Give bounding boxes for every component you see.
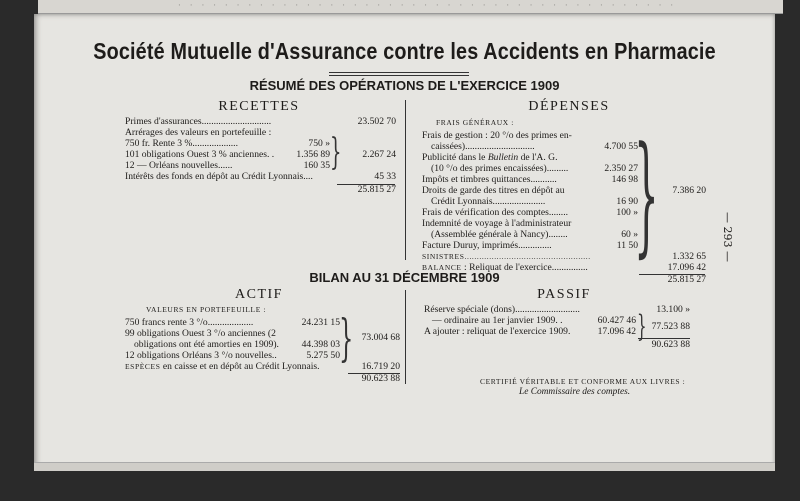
actif-row: 12 obligations Orléans 3 °/o nouvelles.. (125, 350, 277, 361)
certification-line: CERTIFIÉ VÉRITABLE ET CONFORME AUX LIVRES : (480, 377, 686, 386)
depenses-sub-amount: 11 50 (616, 240, 638, 251)
bilan-heading: BILAN AU 31 DÉCEMBRE 1909 (309, 270, 500, 285)
recettes-heading: RECETTES (218, 99, 300, 114)
depenses-row: Crédit Lyonnais...................... (431, 196, 546, 207)
sinistres-amount: 1.332 65 (672, 251, 706, 262)
depenses-total: 25.815 27 (667, 274, 706, 285)
actif-sub-amount: 24.231 15 (301, 317, 340, 328)
passif-row: Réserve spéciale (dons)........................... (424, 304, 580, 315)
recettes-row: Arrérages des valeurs en portefeuille : (125, 127, 272, 138)
depenses-sub-amount: 4.700 55 (604, 141, 638, 152)
depenses-row: Frais de gestion : 20 °/o des primes en- (422, 130, 572, 141)
depenses-row: Indemnité de voyage à l'administrateur (422, 218, 572, 229)
balance-amount: 17.096 42 (667, 262, 706, 273)
depenses-row: caissées)............................. (431, 141, 535, 152)
recettes-sub-amount: 1.356 89 (296, 149, 330, 160)
recettes-row: 12 — Orléans nouvelles...... (125, 160, 233, 171)
especes-amount: 16.719 20 (361, 361, 400, 372)
passif-amount: 13.100 » (656, 304, 690, 315)
recettes-sub-amount: 160 35 (303, 160, 330, 171)
page-bottom-edge (34, 462, 775, 471)
recettes-group-amount: 2.267 24 (362, 149, 396, 160)
center-rule-bottom (405, 290, 406, 384)
recettes-amount: 45 33 (374, 171, 396, 182)
depenses-heading: DÉPENSES (528, 99, 610, 114)
recettes-row: Intérêts des fonds en dépôt au Crédit Lyonnais.... (125, 171, 313, 182)
passif-group-amount: 77.523 88 (651, 321, 690, 332)
page-title: Société Mutuelle d'Assurance contre les Accidents en Pharmacie (93, 38, 716, 64)
recettes-row: 750 fr. Rente 3 %................... (125, 138, 238, 149)
passif-sub-amount: 60.427 46 (597, 315, 636, 326)
recettes-amount: 23.502 70 (357, 116, 396, 127)
balance-row: BALANCE : Reliquat de l'exercice............... (422, 262, 588, 273)
page-number: — 293 — (721, 212, 734, 262)
depenses-row: Droits de garde des titres en dépôt au (422, 185, 565, 196)
passif-total: 90.623 88 (651, 339, 690, 350)
recettes-sub-amount: 750 » (308, 138, 330, 149)
depenses-sub-amount: 60 » (621, 229, 638, 240)
actif-group-amount: 73.004 68 (361, 332, 400, 343)
depenses-brace: } (634, 118, 659, 270)
depenses-row: (Assemblée générale à Nancy)........ (431, 229, 568, 240)
depenses-row: Facture Duruy, imprimés.............. (422, 240, 552, 251)
depenses-row: Frais de vérification des comptes........ (422, 207, 569, 218)
depenses-sub-amount: 2.350 27 (604, 163, 638, 174)
actif-sub-amount: 44.398 03 (301, 339, 340, 350)
actif-row: 99 obligations Ouest 3 °/o anciennes (2 (125, 328, 276, 339)
passif-heading: PASSIF (537, 287, 591, 302)
actif-sub-amount: 5.275 50 (306, 350, 340, 361)
depenses-row: Publicité dans le Bulletin de l'A. G. (422, 152, 558, 163)
sinistres-row: SINISTRES................................................... (422, 252, 591, 261)
recettes-brace: } (330, 132, 342, 173)
depenses-sub-amount: 146 98 (611, 174, 638, 185)
actif-brace: } (339, 309, 354, 367)
passif-brace: } (637, 309, 647, 344)
previous-page-edge (38, 0, 783, 14)
recettes-total: 25.815 27 (357, 184, 396, 195)
center-rule-top (405, 100, 406, 260)
passif-row: A ajouter : reliquat de l'exercice 1909. (424, 326, 571, 337)
actif-row: obligations ont été amorties en 1909). (134, 339, 279, 350)
passif-sub-amount: 17.096 42 (597, 326, 636, 337)
resume-heading: RÉSUMÉ DES OPÉRATIONS DE L'EXERCICE 1909 (249, 78, 560, 93)
commissaire-signature-line: Le Commissaire des comptes. (519, 387, 631, 397)
depenses-row: Impôts et timbres quittances........... (422, 174, 557, 185)
bleed-through-text: · · · · · · · · · · · · · · · · · · · · · · · · · · · · · · · · · · · · · · · · · · · (178, 1, 677, 11)
actif-total: 90.623 88 (361, 373, 400, 384)
actif-subheading: VALEURS EN PORTEFEUILLE : (146, 305, 267, 314)
frais-generaux-heading: FRAIS GÉNÉRAUX : (436, 118, 514, 127)
depenses-row: (10 °/o des primes encaissées)......... (431, 163, 569, 174)
depenses-sub-amount: 16 90 (616, 196, 638, 207)
actif-row: 750 francs rente 3 °/o................... (125, 317, 254, 328)
document-page (34, 14, 775, 469)
recettes-row: 101 obligations Ouest 3 % anciennes. . (125, 149, 275, 160)
depenses-sub-amount: 100 » (616, 207, 638, 218)
actif-heading: ACTIF (235, 287, 283, 302)
recettes-row: Primes d'assurances............................. (125, 116, 272, 127)
title-ornament-rule (329, 72, 469, 76)
passif-row: — ordinaire au 1er janvier 1909. . (432, 315, 563, 326)
depenses-group-amount: 7.386 20 (672, 185, 706, 196)
especes-row: ESPÈCES en caisse et en dépôt au Crédit Lyonnais. (125, 361, 320, 372)
